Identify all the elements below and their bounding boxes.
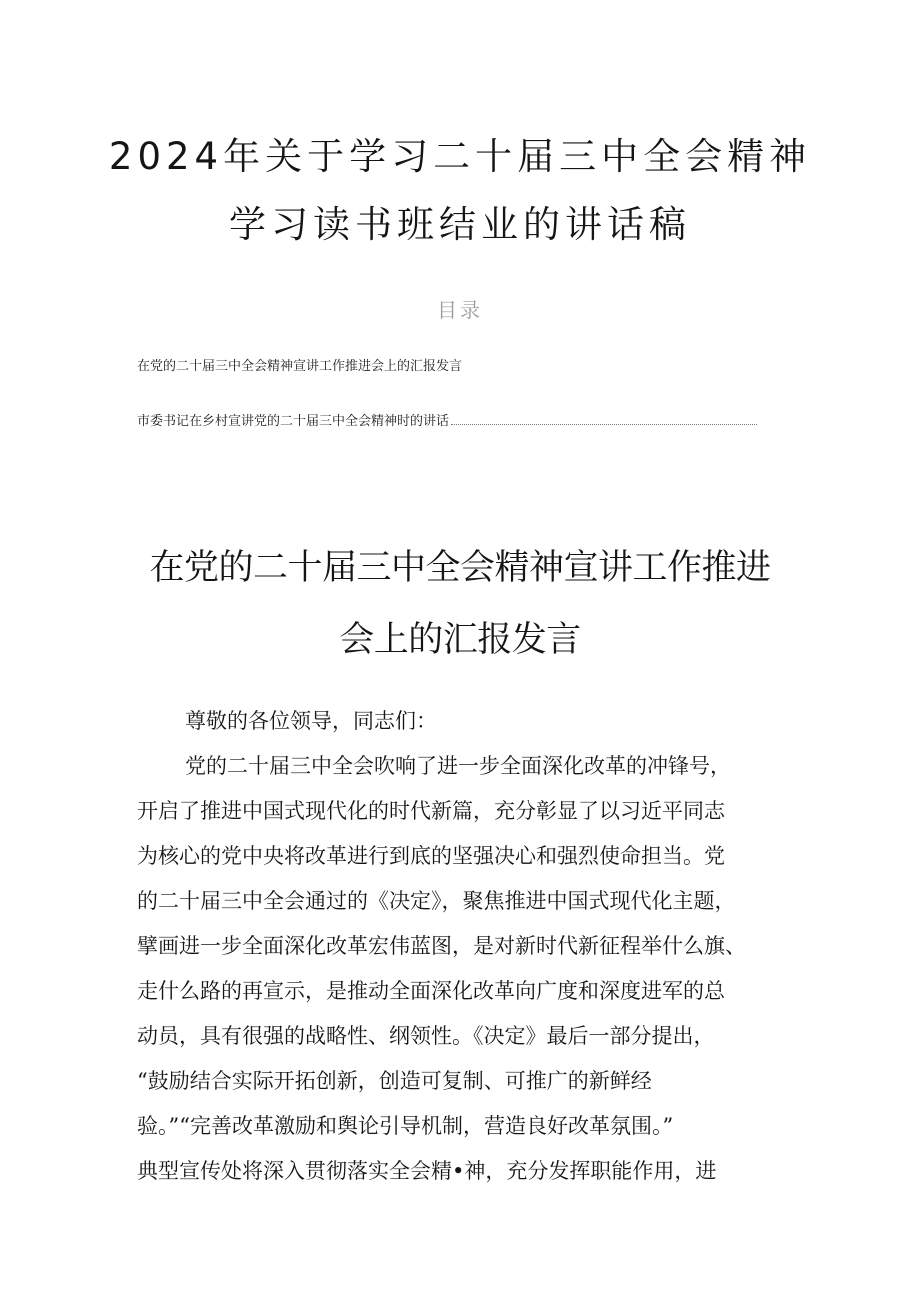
body-line: “鼓励结合实际开拓创新，创造可复制、可推广的新鲜经 [137,1069,652,1093]
document-title-line-1: 2024年关于学习二十届三中全会精神 [108,135,812,178]
document-title-line-2: 学习读书班结业的讲话稿 [229,203,691,246]
salutation: 尊敬的各位领导，同志们： [185,709,437,733]
body-line: 为核心的党中央将改革进行到底的坚强决心和强烈使命担当。党 [137,844,725,868]
body-line: 典型宣传处将深入贯彻落实全会精•神，充分发挥职能作用，进 [137,1159,717,1183]
toc-entry-1[interactable] [137,355,757,374]
body-line: 党的二十届三中全会吹响了进一步全面深化改革的冲锋号， [185,754,731,778]
toc-entry-text: 市委书记在乡村宣讲党的二十届三中全会精神时的讲话 [137,414,450,429]
toc-entry-2[interactable] [137,410,757,429]
body-line: 的二十届三中全会通过的《决定》，聚焦推进中国式现代化主题， [137,889,736,913]
body-line: 验。”“完善改革激励和舆论引导机制，营造良好改革氛围。” [137,1114,674,1138]
toc-entry-text: 在党的二十届三中全会精神宣讲工作推进会上的汇报发言 [137,359,463,374]
body-line: 走什么路的再宣示，是推动全面深化改革向广度和深度进军的总 [137,979,725,1003]
body-line: 擘画进一步全面深化改革宏伟蓝图，是对新时代新征程举什么旗、 [137,934,746,958]
body-line: 开启了推进中国式现代化的时代新篇，充分彰显了以习近平同志 [137,799,725,823]
toc-dot-leader [451,414,757,425]
body-line: 动员，具有很强的战略性、纲领性。《决定》最后一部分提出， [137,1024,715,1048]
section-title-line-1: 在党的二十届三中全会精神宣讲工作推进 [149,548,771,588]
section-title-line-2: 会上的汇报发言 [339,620,581,660]
toc-heading: 目录 [437,298,483,322]
